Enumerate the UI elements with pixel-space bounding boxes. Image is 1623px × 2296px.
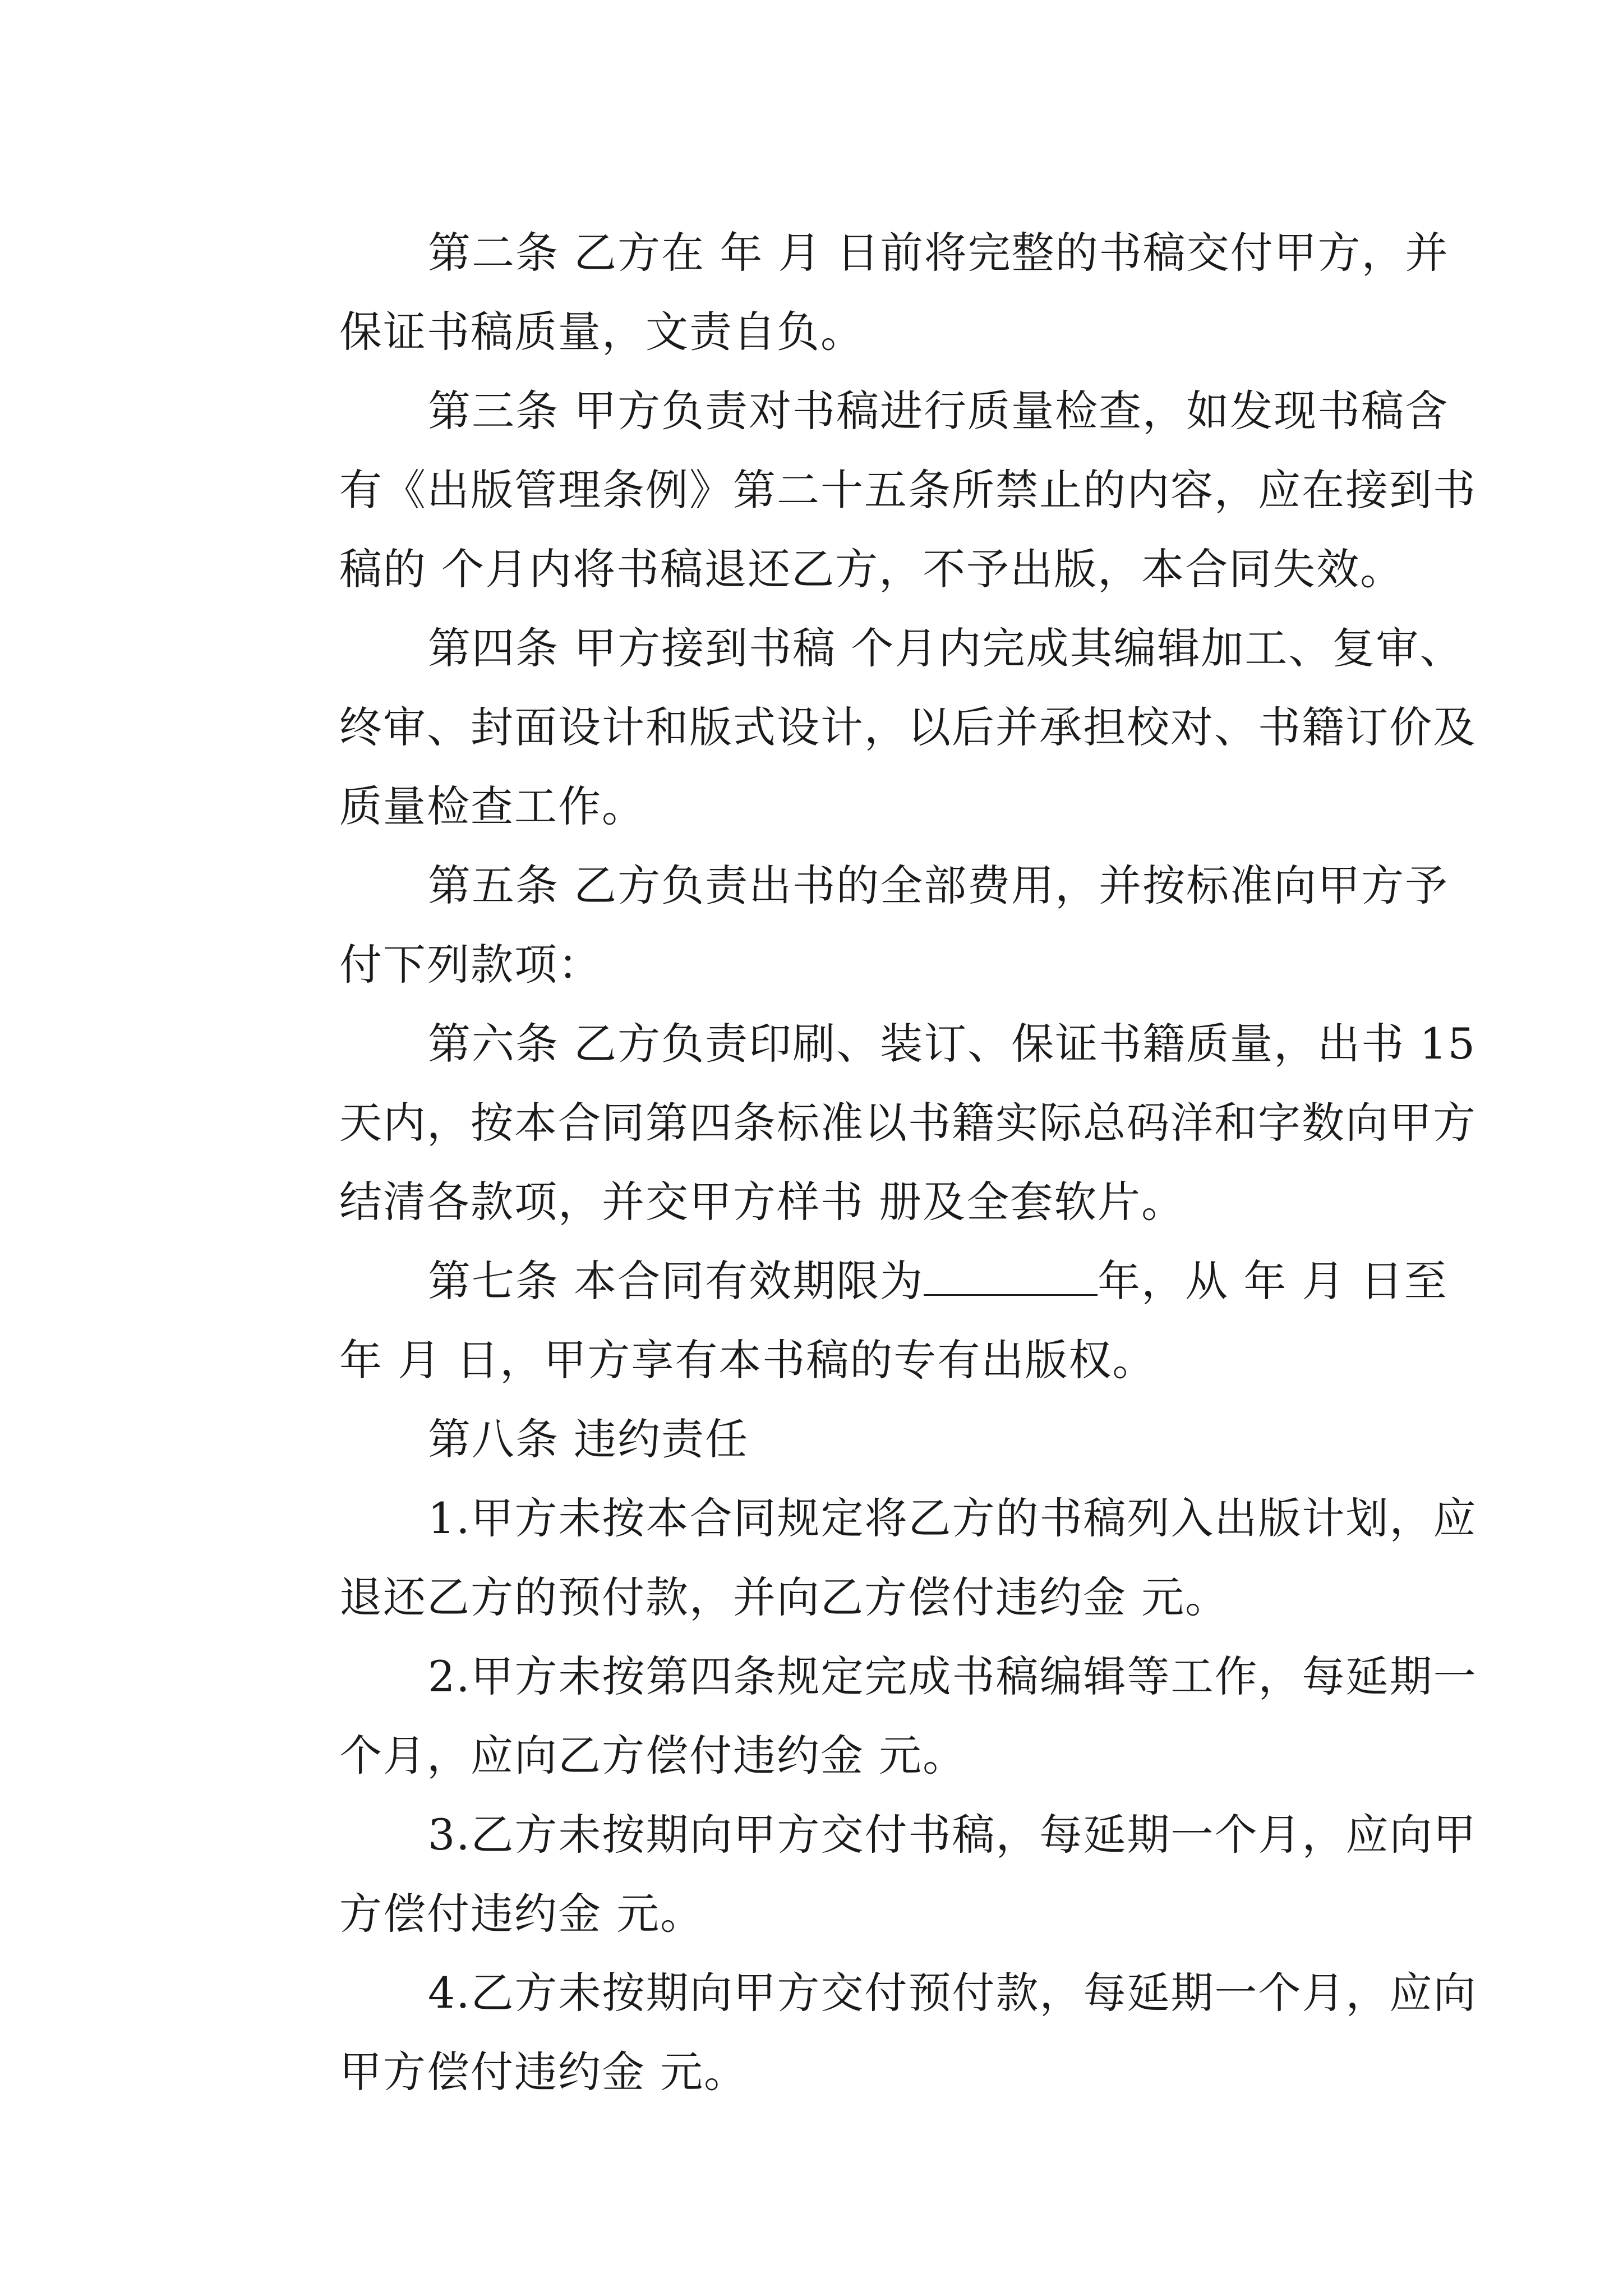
clause-4-paragraph	[251, 1953, 1477, 2111]
text-line: 第三条 甲方负责对书稿进行质量检查，如发现书稿含	[428, 386, 1449, 436]
text-line: 第二条 乙方在 年 月 日前将完整的书稿交付甲方，并	[428, 228, 1449, 278]
text-line: 终审、封面设计和版式设计，以后并承担校对、书籍订价及	[339, 702, 1477, 752]
text-line: 第四条 甲方接到书稿 个月内完成其编辑加工、复审、	[428, 623, 1464, 673]
clause-2-paragraph	[251, 1637, 1477, 1795]
text-line: 甲方偿付违约金 元。	[339, 2047, 748, 2097]
text-line	[251, 1241, 1448, 1320]
text-line: 第五条 乙方负责出书的全部费用，并按标准向甲方予	[428, 861, 1449, 910]
text-line: 方偿付违约金 元。	[339, 1889, 704, 1939]
blank-underline	[924, 1260, 1098, 1296]
article-5-paragraph	[251, 846, 1449, 1004]
text-line: 退还乙方的预付款，并向乙方偿付违约金 元。	[339, 1572, 1229, 1622]
article-3-paragraph	[251, 371, 1477, 609]
text-line: 付下列款项：	[339, 940, 602, 990]
text-segment: 第七条 本合同有效期限为	[428, 1256, 924, 1306]
text-line: 质量检查工作。	[339, 781, 645, 831]
text-line: 第六条 乙方负责印刷、装订、保证书籍质量，出书 15	[428, 1019, 1477, 1069]
clause-3-paragraph	[251, 1795, 1477, 1953]
text-line: 第八条 违约责任	[428, 1414, 749, 1464]
text-line: 3.乙方未按期向甲方交付书稿，每延期一个月，应向甲	[428, 1810, 1477, 1860]
text-line: 稿的 个月内将书稿退还乙方，不予出版，本合同失效。	[339, 544, 1404, 594]
document-body	[251, 213, 1477, 2111]
clause-1-paragraph	[251, 1479, 1477, 1637]
article-4-paragraph	[251, 609, 1477, 846]
text-line: 保证书稿质量，文责自负。	[339, 307, 864, 357]
text-line: 2.甲方未按第四条规定完成书稿编辑等工作，每延期一	[428, 1651, 1477, 1701]
text-line: 年 月 日，甲方享有本书稿的专有出版权。	[339, 1335, 1156, 1385]
article-8-heading	[251, 1400, 1395, 1479]
article-2-paragraph	[251, 213, 1449, 371]
text-line: 有《出版管理条例》第二十五条所禁止的内容，应在接到书	[339, 465, 1477, 515]
text-line: 4.乙方未按期向甲方交付预付款，每延期一个月，应向	[428, 1968, 1477, 2018]
text-line: 天内，按本合同第四条标准以书籍实际总码洋和字数向甲方	[339, 1098, 1477, 1148]
text-line: 结清各款项，并交甲方样书 册及全套软片。	[339, 1177, 1186, 1227]
text-line: 1.甲方未按本合同规定将乙方的书稿列入出版计划，应	[428, 1493, 1477, 1543]
article-7-paragraph	[251, 1241, 1448, 1400]
text-segment: 年，从 年 月 日至	[1098, 1256, 1448, 1306]
text-line: 个月，应向乙方偿付违约金 元。	[339, 1731, 967, 1780]
article-6-paragraph	[251, 1004, 1477, 1241]
